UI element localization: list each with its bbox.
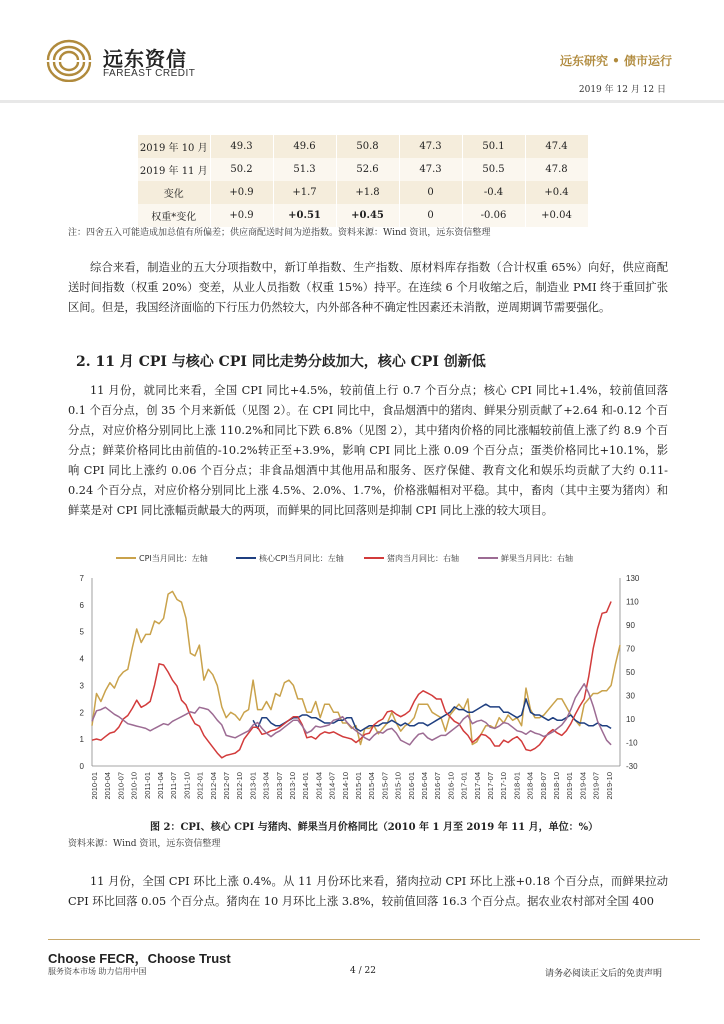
right-tick-label: 70 xyxy=(626,644,635,654)
left-tick-label: 1 xyxy=(79,735,84,745)
x-tick-label: 2012-01 xyxy=(195,772,205,800)
section-title: 2. 11 月 CPI 与核心 CPI 同比走势分歧加大，核心 CPI 创新低 xyxy=(76,354,486,370)
pmi-table xyxy=(138,135,589,227)
table-cell: 2019 年 10 月 xyxy=(138,135,210,158)
x-tick-label: 2018-04 xyxy=(525,772,535,800)
x-tick-label: 2011-04 xyxy=(156,772,165,799)
table-cell: 47.8 xyxy=(525,158,588,181)
x-tick-label: 2017-04 xyxy=(472,772,482,800)
x-tick-label: 2013-10 xyxy=(288,772,297,800)
right-tick-label: 50 xyxy=(626,668,635,677)
table-cell: +0.9 xyxy=(210,181,273,204)
legend-label: 鲜果当月同比：右轴 xyxy=(501,554,573,563)
x-tick-label: 2010-07 xyxy=(116,772,126,800)
left-tick-label: 0 xyxy=(79,762,84,771)
left-tick-label: 2 xyxy=(79,708,84,718)
table-cell: 0 xyxy=(399,204,462,227)
x-tick-label: 2019-07 xyxy=(591,772,601,800)
left-tick-label: 6 xyxy=(79,600,84,610)
x-tick-label: 2010-04 xyxy=(103,772,113,800)
table-row xyxy=(138,181,588,204)
table-cell: 49.3 xyxy=(210,135,273,158)
legend-label: CPI当月同比：左轴 xyxy=(139,554,208,563)
table-row xyxy=(138,158,588,181)
table-cell: -0.06 xyxy=(462,204,525,227)
logo-text-cn: 远东资信 xyxy=(103,47,187,71)
x-tick-label: 2011-10 xyxy=(182,772,192,799)
x-tick-label: 2015-07 xyxy=(380,772,390,800)
x-tick-label: 2013-01 xyxy=(248,772,258,800)
series-line-1 xyxy=(253,699,611,731)
table-cell: 52.6 xyxy=(336,158,399,181)
table-cell: +0.04 xyxy=(525,204,588,227)
header-divider xyxy=(0,100,724,103)
right-tick-label: 30 xyxy=(626,691,635,701)
left-tick-label: 4 xyxy=(79,654,84,664)
x-tick-label: 2014-01 xyxy=(301,772,311,800)
paragraph-cpi-mom xyxy=(68,872,668,912)
paragraph-cpi-mom-text: 11 月份，全国 CPI 环比上涨 0.4%。从 11 月份环比来看，猪肉拉动 CPI 环比上涨+0.18 个百分点，而鲜果拉动 CPI 环比回落 0.05 个百分点。猪肉在 10 月环比上涨 3.8%，较前值回落 16.3 个百分点。据农业农村部对全国 400 xyxy=(68,875,668,908)
x-tick-label: 2012-10 xyxy=(235,772,245,800)
x-tick-label: 2016-10 xyxy=(446,772,456,800)
x-tick-label: 2014-10 xyxy=(340,772,350,800)
legend-label: 猪肉当月同比：右轴 xyxy=(387,554,459,563)
figure-source: 资料来源：Wind 资讯，远东资信整理 xyxy=(68,839,221,849)
table-cell: +1.8 xyxy=(336,181,399,204)
x-tick-label: 2015-10 xyxy=(393,772,403,800)
footer-subtitle: 服务资本市场 助力信用中国 xyxy=(48,967,147,976)
paragraph-summary xyxy=(68,258,668,318)
right-tick-label: 90 xyxy=(626,621,635,630)
table-cell: 47.3 xyxy=(399,158,462,181)
x-tick-label: 2018-07 xyxy=(538,772,548,800)
right-tick-label: 110 xyxy=(626,597,639,607)
table-cell: +0.45 xyxy=(336,204,399,227)
table-row xyxy=(138,204,588,227)
header-date: 2019 年 12 月 12 日 xyxy=(578,85,666,95)
x-tick-label: 2014-07 xyxy=(327,772,337,800)
page-number: 4 / 22 xyxy=(350,966,376,976)
table-cell: +1.7 xyxy=(273,181,336,204)
header-section: 远东研究 • 债市运行 xyxy=(559,54,672,68)
x-tick-label: 2015-04 xyxy=(367,772,377,800)
x-tick-label: 2018-01 xyxy=(512,772,522,800)
x-tick-label: 2016-04 xyxy=(420,772,429,800)
x-tick-label: 2011-01 xyxy=(142,772,152,799)
page-header xyxy=(0,0,724,105)
cpi-chart xyxy=(64,542,664,822)
table-cell: 51.3 xyxy=(273,158,336,181)
x-tick-label: 2019-01 xyxy=(565,772,575,800)
fareast-logo-icon xyxy=(42,36,96,82)
x-tick-label: 2012-07 xyxy=(222,772,231,800)
x-tick-label: 2013-07 xyxy=(274,772,284,800)
series-line-2 xyxy=(92,602,611,758)
legend-label: 核心CPI当月同比：左轴 xyxy=(259,554,344,563)
table-cell: 50.8 xyxy=(336,135,399,158)
x-tick-label: 2016-07 xyxy=(433,772,443,800)
x-tick-label: 2011-07 xyxy=(169,772,179,799)
x-tick-label: 2010-01 xyxy=(90,772,99,800)
table-cell: 47.4 xyxy=(525,135,588,158)
x-tick-label: 2019-04 xyxy=(578,772,588,800)
table-cell: 2019 年 11 月 xyxy=(138,158,210,181)
paragraph-summary-text: 综合来看，制造业的五大分项指数中，新订单指数、生产指数、原材料库存指数（合计权重 65%）向好，供应商配送时间指数（权重 20%）变差，从业人员指数（权重 15%）持平。在连续 6 个月收缩之后，制造业 PMI 终于重回扩张区间。但是，我国经济面临的下行压力仍然较大，内外部各种不确定性因素还未消散，逆周期调节需要强化。 xyxy=(68,261,668,314)
table-cell: 50.5 xyxy=(462,158,525,181)
left-tick-label: 7 xyxy=(79,574,84,583)
table-cell: 47.3 xyxy=(399,135,462,158)
x-tick-label: 2017-07 xyxy=(486,772,495,800)
table-cell: 变化 xyxy=(138,181,210,204)
table-cell: 50.1 xyxy=(462,135,525,158)
footer-disclaimer: 请务必阅读正文后的免责声明 xyxy=(544,969,662,979)
right-tick-label: 130 xyxy=(626,574,640,583)
table-cell: +0.4 xyxy=(525,181,588,204)
x-tick-label: 2018-10 xyxy=(552,772,561,800)
table-cell: 50.2 xyxy=(210,158,273,181)
left-tick-label: 3 xyxy=(79,681,84,691)
footer-slogan: Choose FECR，Choose Trust xyxy=(48,951,231,966)
x-tick-label: 2014-04 xyxy=(314,772,324,800)
x-tick-label: 2017-10 xyxy=(499,772,509,800)
right-tick-label: 10 xyxy=(626,715,635,724)
x-tick-label: 2010-10 xyxy=(129,772,139,800)
left-tick-label: 5 xyxy=(79,627,84,637)
x-tick-label: 2019-10 xyxy=(604,772,614,800)
paragraph-cpi xyxy=(68,381,668,521)
table-note: 注：四舍五入可能造成加总值有所偏差；供应商配送时间为逆指数。资料来源：Wind 资讯，远东资信整理 xyxy=(68,228,491,238)
figure-caption: 图 2：CPI、核心 CPI 与猪肉、鲜果当月价格同比（2010 年 1 月至 2019 年 11 月，单位：%） xyxy=(150,822,599,833)
table-row xyxy=(138,135,588,158)
footer-divider xyxy=(48,939,700,940)
logo-text-en: FAREAST CREDIT xyxy=(103,68,196,79)
x-tick-label: 2013-04 xyxy=(261,772,271,800)
table-cell: 0 xyxy=(399,181,462,204)
table-cell: 49.6 xyxy=(273,135,336,158)
x-tick-label: 2017-01 xyxy=(459,772,469,800)
x-tick-label: 2015-01 xyxy=(354,772,363,800)
table-cell: +0.51 xyxy=(273,204,336,227)
x-tick-label: 2016-01 xyxy=(406,772,416,800)
right-tick-label: -30 xyxy=(626,762,638,771)
table-cell: 权重*变化 xyxy=(138,204,210,227)
paragraph-cpi-text: 11 月份，就同比来看，全国 CPI 同比+4.5%，较前值上行 0.7 个百分点；核心 CPI 同比+1.4%，较前值回落 0.1 个百分点，创 35 个月来新低（见图 2）。在 CPI 同比中，食品烟酒中的猪肉、鲜果分别贡献了+2.64 和-0.12 个百分点，对应价格分别同比上涨 110.2%和同比下跌 6.8%（见图 2），其中猪肉价格的同比涨幅较前值上涨了约 8.9 个百分点；鲜菜价格同比由前值的-10.2%转正至+3.9%，影响 CPI 同比上涨 0.09 个百分点；蛋类价格同比+10.1%，影响 CPI 同比上涨约 0.06 个百分点；非食品烟酒中其他用品和服务、医疗保健、教育文化和娱乐均贡献了大约 0.11-0.24 个百分点，对应价格分别同比上涨 4.5%、2.0%、1.7%，价格涨幅相对平稳。其中，畜肉（其中主要为猪肉）和鲜菜是对 CPI 同比涨幅贡献最大的两项，而鲜果的同比回落则是抑制 CPI 同比上涨的较大项目。 xyxy=(68,384,668,517)
right-tick-label: -10 xyxy=(626,738,638,748)
table-cell: -0.4 xyxy=(462,181,525,204)
table-cell: +0.9 xyxy=(210,204,273,227)
x-tick-label: 2012-04 xyxy=(208,772,218,800)
